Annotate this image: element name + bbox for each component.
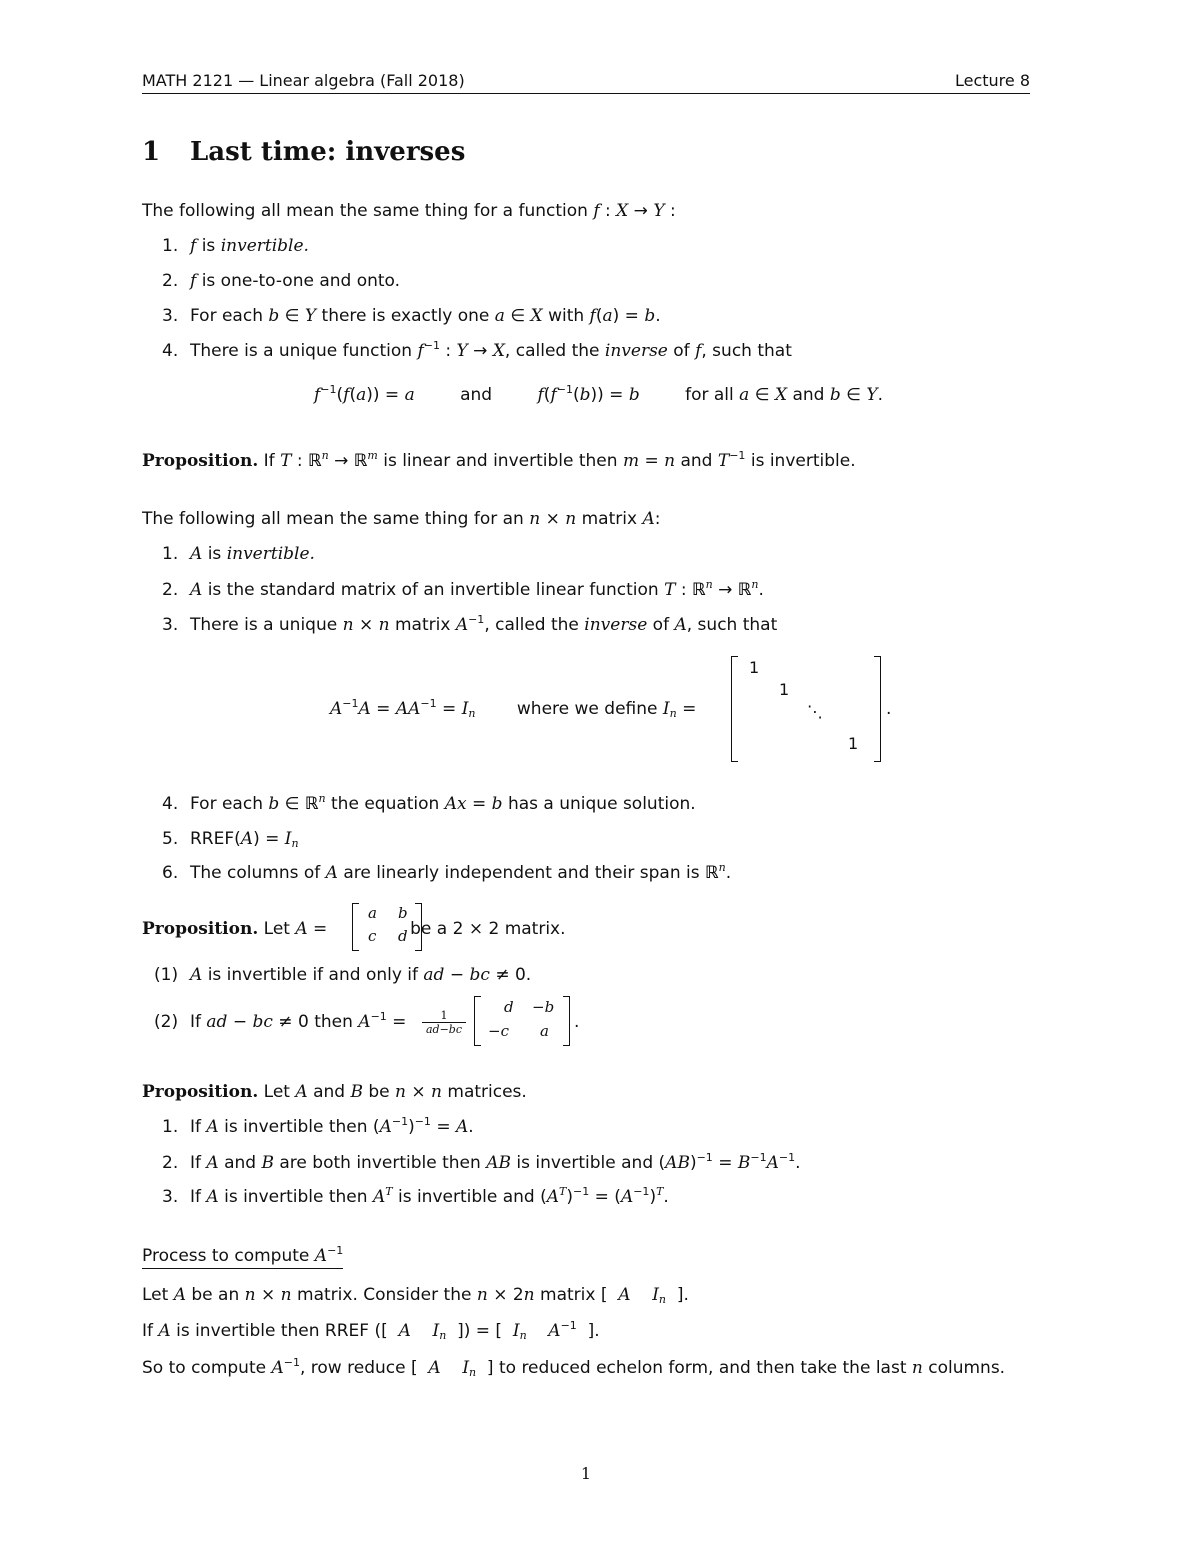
proposition-3: Proposition. Let A and B be n × n matrices. [142,1082,527,1102]
prop3-item-2: 2. If A and B are both invertible then AB is invertible and $(AB)^{-1} = B^{-1}A^{-1}$. [162,1151,801,1173]
proposition-2: Proposition. Let A = be a 2 × 2 matrix. [142,919,566,939]
inverse-definition: $A^{-1}A = AA^{-1} = I_n$ where we define $I_n$ = [330,697,697,720]
identity-period: . [886,699,892,719]
identity-entry: 1 [749,658,760,677]
intro-matrix: The following all mean the same thing for an n × n matrix A: [142,509,661,529]
fraction: 1 ad−bc [422,1009,466,1036]
prop2-period: . [574,1012,580,1032]
mat-item-3: 3. There is a unique n × n matrix $A^{-1}$, called the inverse of A, such that [162,613,778,635]
identity-entry: 1 [848,734,859,753]
lecture-label: Lecture 8 [954,71,1030,90]
document-page [142,0,1030,1553]
mat-item-6: 6. The columns of A are linearly independent and their span is ℝ$^n$. [162,861,732,883]
process-line-2: If A is invertible then RREF ([ A $I_n$ ]) = [ $I_n$ $A^{-1}$ ]. [142,1319,600,1342]
identity-matrix [731,656,881,762]
prop3-item-1: 1. If A is invertible then $(A^{-1})^{-1} = A$. [162,1115,474,1137]
matrix-abcd: a b c d [352,903,422,951]
section-number: 1 [142,137,161,167]
section-heading [142,137,465,167]
process-heading: Process to compute $A^{-1}$ [142,1245,343,1267]
func-inverse-display: $f^{-1}(f(a)) = a$ and $f(f^{-1}(b)) = b$ for all a ∈ X and b ∈ Y. [314,383,883,405]
page-number: 1 [580,1464,592,1483]
prop2-item-1: (1) A is invertible if and only if ad − bc ≠ 0. [154,965,532,985]
process-line-1: Let A be an n × n matrix. Consider the n × 2n matrix [ A $I_n$ ]. [142,1285,689,1306]
course-title: MATH 2121 — Linear algebra (Fall 2018) [142,71,465,90]
func-item-2: 2. f is one-to-one and onto. [162,271,401,291]
mat-item-5: 5. RREF(A) = $I_n$ [162,829,299,850]
section-title: Last time: inverses [190,137,466,167]
prop3-item-3: 3. If A is invertible then $A^T$ is invertible and $(A^T)^{-1} = (A^{-1})^T$. [162,1185,669,1207]
prop2-item-2: (2) If ad − bc ≠ 0 then $A^{-1}$ = [154,1010,407,1032]
page-header [142,71,1030,94]
process-line-3: So to compute $A^{-1}$, row reduce [ A $I_n$ ] to reduced echelon form, and then take the last n columns. [142,1356,1006,1379]
mat-item-4: 4. For each b ∈ ℝ$^n$ the equation Ax = b has a unique solution. [162,792,696,814]
intro-function: The following all mean the same thing for a function f : X → Y : [142,201,676,221]
mat-item-1: 1. A is invertible. [162,544,315,564]
proposition-1: Proposition. If T : ℝ$^n$ → ℝ$^m$ is linear and invertible then m = n and $T^{-1}$ is invertible. [142,449,856,471]
func-item-4: 4. There is a unique function $f^{-1}$ : Y → X, called the inverse of f, such that [162,339,792,361]
func-item-1: 1. f is invertible. [162,236,309,256]
identity-entry: 1 [779,680,790,699]
identity-dots: ⋱ [807,702,823,721]
func-item-3: 3. For each b ∈ Y there is exactly one a ∈ X with f(a) = b. [162,306,661,326]
mat-item-2: 2. A is the standard matrix of an invertible linear function T : ℝ$^n$ → ℝ$^n$. [162,578,764,600]
inverse-2x2-matrix: d −b −c a [474,996,570,1046]
